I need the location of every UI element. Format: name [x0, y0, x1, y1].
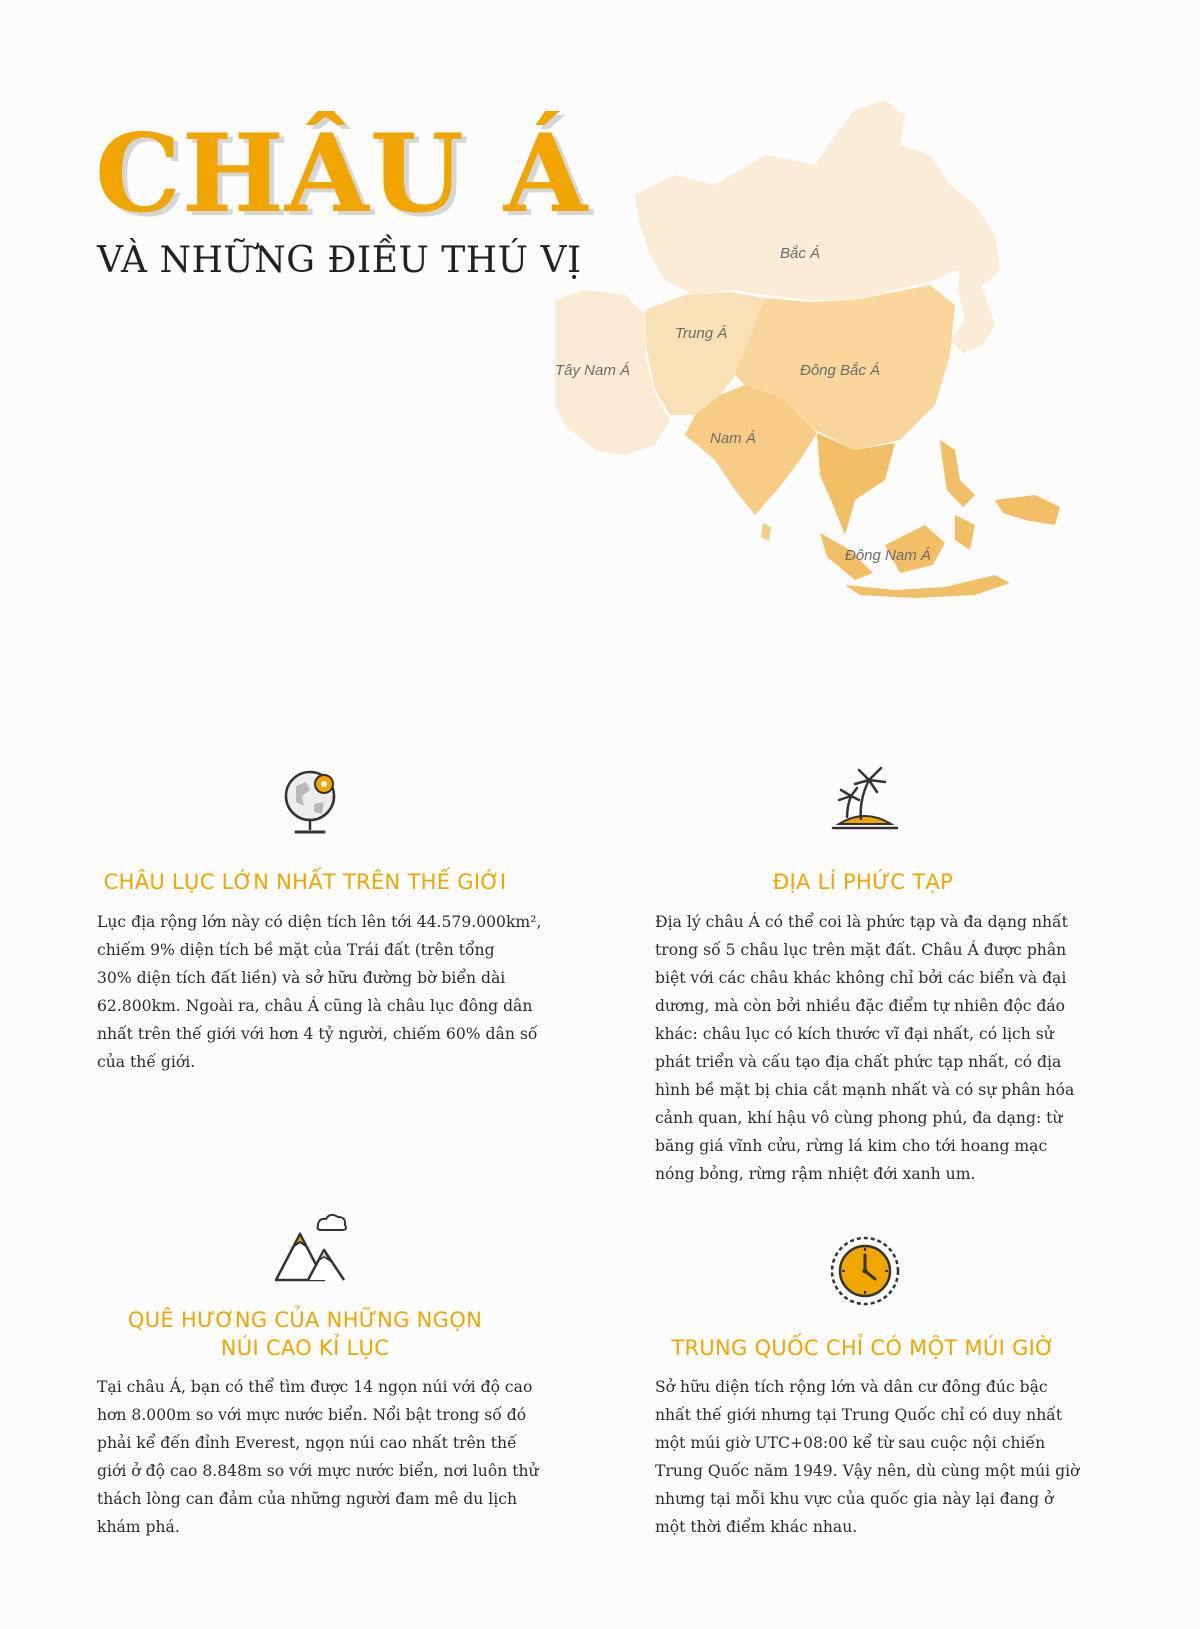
clock-icon [825, 1231, 905, 1311]
heading-line: NÚI CAO KỈ LỤC [220, 1336, 390, 1360]
section-heading-largest-continent: CHÂU LỤC LỚN NHẤT TRÊN THẾ GIỚI [103, 870, 507, 894]
label-dong-nam-a: Đông Nam Á [845, 547, 931, 564]
body-line: một múi giờ UTC+08:00 kể từ sau cuộc nội chiến [655, 1434, 1046, 1452]
body-line: khám phá. [97, 1518, 180, 1536]
label-dong-bac-a: Đông Bắc Á [800, 362, 881, 379]
section-heading-complex-geography: ĐỊA LÍ PHỨC TẠP [772, 870, 954, 894]
heading-line: QUÊ HƯƠNG CỦA NHỮNG NGỌN [127, 1308, 483, 1332]
label-nam-a: Nam Á [710, 430, 756, 447]
body-line: nhất thế giới nhưng tại Trung Quốc chỉ có duy nhất [655, 1406, 1063, 1424]
palm-island-icon [825, 762, 905, 842]
body-line: nhất trên thế giới với hơn 4 tỷ người, chiếm 60% dân số [97, 1025, 538, 1043]
body-line: biệt với các châu khác không chỉ bởi các biển và đại [655, 969, 1067, 987]
body-line: giới ở độ cao 8.848m so với mực nước biển, nơi luôn thử [97, 1462, 539, 1480]
body-line: nhưng tại mỗi khu vực của quốc gia này lại đang ở [655, 1490, 1054, 1508]
section-heading-china-timezone: TRUNG QUỐC CHỈ CÓ MỘT MÚI GIỜ [671, 1336, 1055, 1360]
body-line: chiếm 9% diện tích bề mặt của Trái đất (trên tổng [97, 941, 495, 959]
body-line: Lục địa rộng lớn này có diện tích lên tới 44.579.000km², [97, 913, 542, 931]
region-sri-lanka [761, 523, 771, 541]
body-line: Sở hữu diện tích rộng lớn và dân cư đông đúc bậc [655, 1378, 1048, 1396]
body-line: nóng bỏng, rừng rậm nhiệt đới xanh um. [655, 1165, 976, 1183]
map-regions [555, 100, 1060, 598]
body-line: trong số 5 châu lục trên mặt đất. Châu Á được phân [655, 941, 1067, 959]
body-line: Trung Quốc năm 1949. Vậy nên, dù cùng một múi giờ [655, 1462, 1080, 1480]
body-line: cảnh quan, khí hậu vô cùng phong phú, đa dạng: từ [655, 1109, 1063, 1127]
label-tay-nam-a: Tây Nam Á [555, 362, 631, 379]
body-line: hình bề mặt bị chia cắt mạnh nhất và có sự phân hóa [655, 1081, 1075, 1099]
body-line: phải kể đến đỉnh Everest, ngọn núi cao nhất trên thế [97, 1434, 517, 1452]
section-heading-highest-mountains [95, 1306, 515, 1362]
body-line: 62.800km. Ngoài ra, châu Á cũng là châu lục đông dân [97, 997, 533, 1015]
body-line: một thời điểm khác nhau. [655, 1518, 858, 1536]
label-bac-a: Bắc Á [780, 245, 821, 262]
body-line: của thế giới. [97, 1053, 196, 1071]
body-line: thách lòng can đảm của những người đam mê du lịch [97, 1490, 518, 1508]
body-line: Địa lý châu Á có thể coi là phức tạp và đa dạng nhất [655, 913, 1068, 931]
region-bac-a [635, 100, 1000, 300]
body-line: khác: châu lục có kích thước vĩ đại nhất, có lịch sử [655, 1025, 1054, 1043]
page-subtitle: VÀ NHỮNG ĐIỀU THÚ VỊ [97, 240, 582, 281]
label-trung-a: Trung Á [675, 325, 728, 342]
body-line: băng giá vĩnh cửu, rừng lá kim cho tới hoang mạc [655, 1137, 1048, 1155]
body-line: dương, mà còn bởi nhiều đặc điểm tự nhiên độc đáo [655, 997, 1066, 1015]
asia-map [555, 95, 1115, 635]
mountain-icon [272, 1208, 352, 1288]
body-line: 30% diện tích đất liền) và sở hữu đường bờ biển dài [97, 969, 506, 987]
body-line: phát triển và cấu tạo địa chất phức tạp nhất, có địa [655, 1053, 1062, 1071]
globe-icon [272, 762, 352, 842]
body-line: hơn 8.000m so với mực nước biển. Nổi bật trong số đó [97, 1406, 527, 1424]
region-philippines [940, 440, 975, 507]
body-line: Tại châu Á, bạn có thể tìm được 14 ngọn núi với độ cao [97, 1378, 533, 1396]
page-title: CHÂU Á [95, 111, 589, 237]
